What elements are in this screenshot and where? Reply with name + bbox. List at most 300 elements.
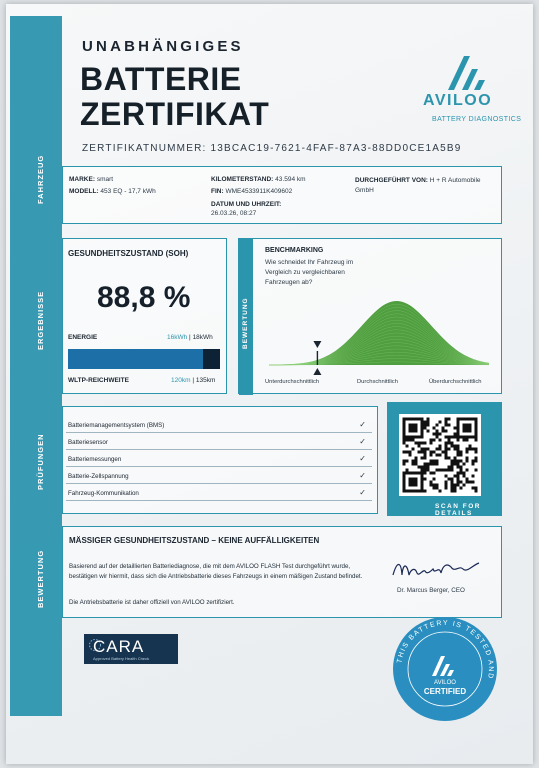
section-label-ergebnisse: ERGEBNISSE: [36, 290, 45, 350]
qr-module: [436, 469, 439, 472]
qr-module: [439, 454, 442, 457]
qr-module: [409, 472, 412, 475]
qr-module: [406, 451, 409, 454]
qr-module: [415, 490, 418, 493]
qr-module: [406, 439, 409, 442]
qr-module: [412, 472, 415, 475]
qr-module: [424, 469, 427, 472]
qr-module: [445, 475, 448, 478]
qr-module: [475, 421, 478, 424]
title-line-1: BATTERIE: [80, 61, 242, 97]
qr-module: [439, 469, 442, 472]
qr-module: [475, 460, 478, 463]
vehicle-model: MODELL: 453 EQ - 17,7 kWh: [69, 188, 156, 195]
qr-module: [406, 445, 409, 448]
benchmark-curve-area: [269, 301, 489, 365]
qr-module: [460, 454, 463, 457]
qr-module: [463, 439, 466, 442]
qr-module: [421, 430, 424, 433]
qr-module: [412, 484, 415, 487]
qr-module: [463, 472, 466, 475]
qr-module: [403, 460, 406, 463]
cara-name: CARA: [93, 637, 145, 656]
qr-module: [406, 418, 409, 421]
soh-progress-fill: [68, 349, 203, 369]
qr-module: [436, 487, 439, 490]
benchmark-label-low: Unterdurchschnittlich: [265, 379, 320, 385]
qr-module: [463, 463, 466, 466]
qr-module: [436, 460, 439, 463]
qr-module: [463, 430, 466, 433]
qr-module: [445, 457, 448, 460]
qr-module: [439, 490, 442, 493]
soh-title: GESUNDHEITSZUSTAND (SOH): [68, 249, 189, 258]
qr-module: [427, 430, 430, 433]
qr-module: [430, 484, 433, 487]
qr-module: [466, 436, 469, 439]
qr-module: [466, 424, 469, 427]
qr-module: [457, 463, 460, 466]
qr-module: [403, 451, 406, 454]
qr-module: [436, 463, 439, 466]
qr-module: [412, 463, 415, 466]
check-row: [66, 435, 372, 450]
vehicle-brand: MARKE: smart: [69, 176, 114, 183]
qr-module: [454, 448, 457, 451]
qr-module: [442, 427, 445, 430]
qr-module: [439, 433, 442, 436]
check-label: Batteriemanagementsystem (BMS): [68, 422, 165, 429]
qr-module: [409, 436, 412, 439]
qr-module: [406, 472, 409, 475]
qr-module: [421, 448, 424, 451]
qr-module: [409, 451, 412, 454]
qr-module: [415, 481, 418, 484]
qr-module: [403, 439, 406, 442]
qr-module: [418, 436, 421, 439]
benchmark-curve-chart: [263, 269, 499, 377]
qr-module: [424, 454, 427, 457]
qr-module: [454, 463, 457, 466]
qr-module: [454, 484, 457, 487]
qr-module: [409, 424, 412, 427]
certificate-number-value: 13BCAC19-7621-4FAF-87A3-88DD0CE1A5B9: [210, 143, 462, 154]
qr-module: [415, 460, 418, 463]
qr-module: [451, 442, 454, 445]
qr-module: [403, 436, 406, 439]
vehicle-performed-by: DURCHGEFÜHRT VON: H + R Automobile GmbH: [355, 177, 481, 194]
qr-module: [445, 442, 448, 445]
qr-module: [421, 475, 424, 478]
qr-module: [427, 469, 430, 472]
qr-module: [409, 478, 412, 481]
qr-module: [427, 421, 430, 424]
section-label-bewertung-result: BEWERTUNG: [36, 549, 45, 608]
check-row: [66, 452, 372, 467]
qr-module: [415, 430, 418, 433]
qr-module: [403, 418, 406, 421]
qr-module: [421, 484, 424, 487]
qr-module: [424, 490, 427, 493]
qr-module: [412, 427, 415, 430]
qr-module: [403, 430, 406, 433]
qr-module: [460, 487, 463, 490]
qr-module: [403, 490, 406, 493]
qr-module: [403, 478, 406, 481]
qr-module: [460, 472, 463, 475]
qr-module: [418, 466, 421, 469]
qr-module: [424, 472, 427, 475]
qr-module: [421, 457, 424, 460]
soh-value: 88,8 %: [97, 281, 191, 314]
qr-module: [406, 469, 409, 472]
qr-module: [403, 472, 406, 475]
qr-module: [451, 487, 454, 490]
benchmark-marker-top-icon: [313, 341, 321, 348]
qr-module: [466, 427, 469, 430]
qr-module: [445, 448, 448, 451]
qr-module: [451, 469, 454, 472]
qr-module: [430, 439, 433, 442]
qr-module: [472, 418, 475, 421]
qr-module: [448, 448, 451, 451]
logo-tagline: BATTERY DIAGNOSTICS: [432, 116, 522, 123]
cara-sub: Approved Battery Health Check: [93, 656, 150, 661]
qr-module: [451, 466, 454, 469]
qr-module: [433, 484, 436, 487]
qr-module: [457, 460, 460, 463]
qr-module: [454, 490, 457, 493]
qr-module: [475, 439, 478, 442]
qr-module: [463, 475, 466, 478]
qr-module: [466, 481, 469, 484]
qr-module: [421, 451, 424, 454]
qr-module: [403, 442, 406, 445]
qr-module: [448, 436, 451, 439]
qr-module: [403, 475, 406, 478]
qr-module: [436, 430, 439, 433]
qr-module: [412, 481, 415, 484]
cara-badge: [84, 634, 178, 664]
qr-module: [430, 460, 433, 463]
check-label: Batteriemessungen: [68, 456, 122, 463]
qr-module: [430, 454, 433, 457]
qr-module: [475, 487, 478, 490]
qr-module: [445, 481, 448, 484]
qr-module: [457, 424, 460, 427]
qr-module: [466, 460, 469, 463]
qr-module: [463, 427, 466, 430]
qr-module: [430, 463, 433, 466]
qr-module: [418, 445, 421, 448]
qr-module: [421, 436, 424, 439]
qr-module: [472, 475, 475, 478]
qr-module: [466, 448, 469, 451]
qr-module: [427, 424, 430, 427]
qr-module: [418, 451, 421, 454]
qr-module: [418, 442, 421, 445]
section-label-fahrzeug: FAHRZEUG: [36, 154, 45, 204]
qr-module: [415, 463, 418, 466]
qr-module: [436, 436, 439, 439]
qr-module: [463, 418, 466, 421]
soh-box: [62, 238, 227, 394]
vehicle-fin: FIN: WME4533911K409602: [211, 188, 293, 195]
qr-module: [403, 427, 406, 430]
certificate-title: [80, 62, 269, 132]
check-label: Batterie-Zellspannung: [68, 473, 129, 480]
qr-module: [466, 418, 469, 421]
certificate-sheet: [6, 4, 533, 764]
certificate-subtitle: UNABHÄNGIGES: [82, 38, 244, 55]
qr-module: [448, 439, 451, 442]
qr-module: [421, 487, 424, 490]
qr-module: [451, 490, 454, 493]
qr-module: [457, 478, 460, 481]
qr-module: [469, 427, 472, 430]
qr-module: [403, 484, 406, 487]
qr-module: [475, 490, 478, 493]
qr-module: [469, 424, 472, 427]
seal-ring-text: THIS BATTERY IS TESTED AND: [396, 619, 495, 681]
qr-module: [421, 421, 424, 424]
qr-module: [409, 418, 412, 421]
result-conclusion: Die Antriebsbatterie ist daher offiziell von AVILOO zertifiziert.: [69, 599, 235, 606]
qr-module: [457, 484, 460, 487]
qr-module: [445, 436, 448, 439]
qr-module: [475, 433, 478, 436]
result-box: [62, 526, 502, 618]
qr-module: [457, 451, 460, 454]
qr-module: [448, 457, 451, 460]
qr-module: [433, 478, 436, 481]
qr-module: [430, 451, 433, 454]
qr-module: [421, 427, 424, 430]
energy-values: 16kWh | 18kWh: [167, 334, 213, 341]
qr-module: [448, 478, 451, 481]
qr-module: [421, 424, 424, 427]
qr-module: [475, 451, 478, 454]
qr-module: [436, 448, 439, 451]
qr-label: SCAN FOR DETAILS: [435, 503, 481, 517]
qr-module: [445, 451, 448, 454]
qr-module: [412, 439, 415, 442]
aviloo-logo-icon: [418, 40, 510, 126]
qr-module: [460, 466, 463, 469]
range-values: 120km | 135km: [171, 377, 216, 384]
result-headline: MÄSSIGER GESUNDHEITSZUSTAND – KEINE AUFFÄLLIGKEITEN: [69, 536, 320, 545]
qr-module: [439, 448, 442, 451]
qr-module: [409, 481, 412, 484]
qr-module: [424, 478, 427, 481]
qr-module: [451, 463, 454, 466]
benchmark-label-high: Überdurchschnittlich: [429, 379, 482, 385]
qr-module: [457, 475, 460, 478]
qr-module: [454, 433, 457, 436]
qr-module: [424, 463, 427, 466]
qr-module: [451, 460, 454, 463]
qr-module: [442, 451, 445, 454]
qr-module: [412, 430, 415, 433]
check-label: Batteriesensor: [68, 439, 108, 446]
qr-module: [460, 436, 463, 439]
qr-module: [412, 424, 415, 427]
qr-module: [421, 433, 424, 436]
vehicle-box: [62, 166, 502, 224]
qr-module: [433, 487, 436, 490]
qr-module: [445, 454, 448, 457]
ceo-signature-icon: [389, 555, 485, 583]
qr-module: [475, 427, 478, 430]
qr-module: [445, 445, 448, 448]
qr-module: [421, 442, 424, 445]
qr-module: [421, 466, 424, 469]
qr-module: [454, 457, 457, 460]
benchmark-marker-bottom-icon: [313, 368, 321, 375]
certified-seal: [392, 616, 498, 722]
benchmark-question: Wie schneidet Ihr Fahrzeug im Vergleich zu vergleichbaren Fahrzeugen ab?: [265, 259, 354, 286]
check-mark-icon: ✓: [359, 437, 366, 446]
qr-module: [457, 472, 460, 475]
qr-module: [457, 448, 460, 451]
qr-module: [409, 490, 412, 493]
qr-module: [409, 430, 412, 433]
qr-module: [415, 478, 418, 481]
qr-module: [424, 451, 427, 454]
qr-module: [475, 436, 478, 439]
qr-module: [424, 466, 427, 469]
energy-label: ENERGIE: [68, 334, 98, 341]
qr-module: [475, 469, 478, 472]
check-mark-icon: ✓: [359, 471, 366, 480]
qr-module: [412, 490, 415, 493]
qr-module: [460, 481, 463, 484]
check-label: Fahrzeug-Kommunikation: [68, 490, 139, 497]
benchmark-title: BENCHMARKING: [265, 247, 324, 254]
qr-module: [418, 472, 421, 475]
qr-module: [409, 484, 412, 487]
qr-module: [463, 484, 466, 487]
qr-module: [475, 418, 478, 421]
qr-module: [457, 430, 460, 433]
qr-module: [424, 424, 427, 427]
qr-module: [466, 451, 469, 454]
seal-brand: AVILOO: [434, 680, 456, 686]
qr-module: [457, 481, 460, 484]
qr-module: [403, 433, 406, 436]
qr-module: [427, 466, 430, 469]
qr-module: [430, 481, 433, 484]
qr-module: [433, 460, 436, 463]
seal-word: CERTIFIED: [423, 687, 467, 696]
sidebar-strip: [10, 16, 62, 716]
qr-module: [430, 442, 433, 445]
qr-module: [454, 475, 457, 478]
qr-module: [460, 418, 463, 421]
qr-module: [436, 424, 439, 427]
benchmark-label-mid: Durchschnittlich: [357, 379, 398, 385]
qr-module: [454, 460, 457, 463]
qr-module: [445, 424, 448, 427]
qr-module: [427, 448, 430, 451]
qr-module: [439, 439, 442, 442]
qr-module: [469, 436, 472, 439]
qr-module: [433, 439, 436, 442]
qr-module: [457, 436, 460, 439]
qr-module: [415, 484, 418, 487]
qr-module: [448, 466, 451, 469]
qr-code[interactable]: [399, 414, 481, 496]
qr-module: [406, 460, 409, 463]
check-mark-icon: ✓: [359, 420, 366, 429]
qr-module: [415, 436, 418, 439]
qr-module: [445, 469, 448, 472]
qr-module: [445, 487, 448, 490]
qr-module: [448, 442, 451, 445]
qr-module: [409, 427, 412, 430]
qr-module: [475, 424, 478, 427]
qr-module: [433, 451, 436, 454]
qr-module: [424, 427, 427, 430]
qr-module: [445, 430, 448, 433]
qr-module: [430, 472, 433, 475]
qr-module: [415, 472, 418, 475]
soh-progress-bar: [68, 349, 220, 369]
qr-module: [436, 484, 439, 487]
qr-module: [475, 448, 478, 451]
qr-module: [409, 439, 412, 442]
title-line-2: ZERTIFIKAT: [80, 96, 270, 132]
logo-wordmark: AVILOO: [423, 92, 493, 109]
qr-module: [421, 490, 424, 493]
check-mark-icon: ✓: [359, 454, 366, 463]
benchmark-box: [238, 238, 502, 394]
section-label-pruefungen: PRÜFUNGEN: [36, 433, 45, 490]
qr-module: [472, 448, 475, 451]
qr-module: [460, 460, 463, 463]
qr-module: [454, 445, 457, 448]
qr-module: [457, 466, 460, 469]
certificate-number: [82, 143, 462, 154]
qr-module: [424, 421, 427, 424]
qr-module: [466, 430, 469, 433]
qr-module: [403, 463, 406, 466]
qr-module: [406, 436, 409, 439]
qr-panel: [387, 402, 502, 516]
qr-module: [457, 418, 460, 421]
qr-module: [439, 421, 442, 424]
qr-module: [403, 481, 406, 484]
qr-module: [457, 421, 460, 424]
qr-module: [418, 490, 421, 493]
qr-module: [451, 445, 454, 448]
qr-module: [454, 427, 457, 430]
qr-module: [472, 460, 475, 463]
qr-module: [415, 427, 418, 430]
qr-module: [415, 418, 418, 421]
vehicle-mileage: KILOMETERSTAND: 43.594 km: [211, 176, 306, 183]
qr-module: [451, 436, 454, 439]
certificate-number-label: ZERTIFIKATNUMMER:: [82, 143, 207, 154]
qr-module: [460, 469, 463, 472]
qr-module: [415, 442, 418, 445]
qr-module: [469, 418, 472, 421]
check-row: [66, 418, 372, 433]
qr-module: [463, 424, 466, 427]
qr-module: [457, 454, 460, 457]
qr-module: [466, 457, 469, 460]
qr-module: [433, 427, 436, 430]
